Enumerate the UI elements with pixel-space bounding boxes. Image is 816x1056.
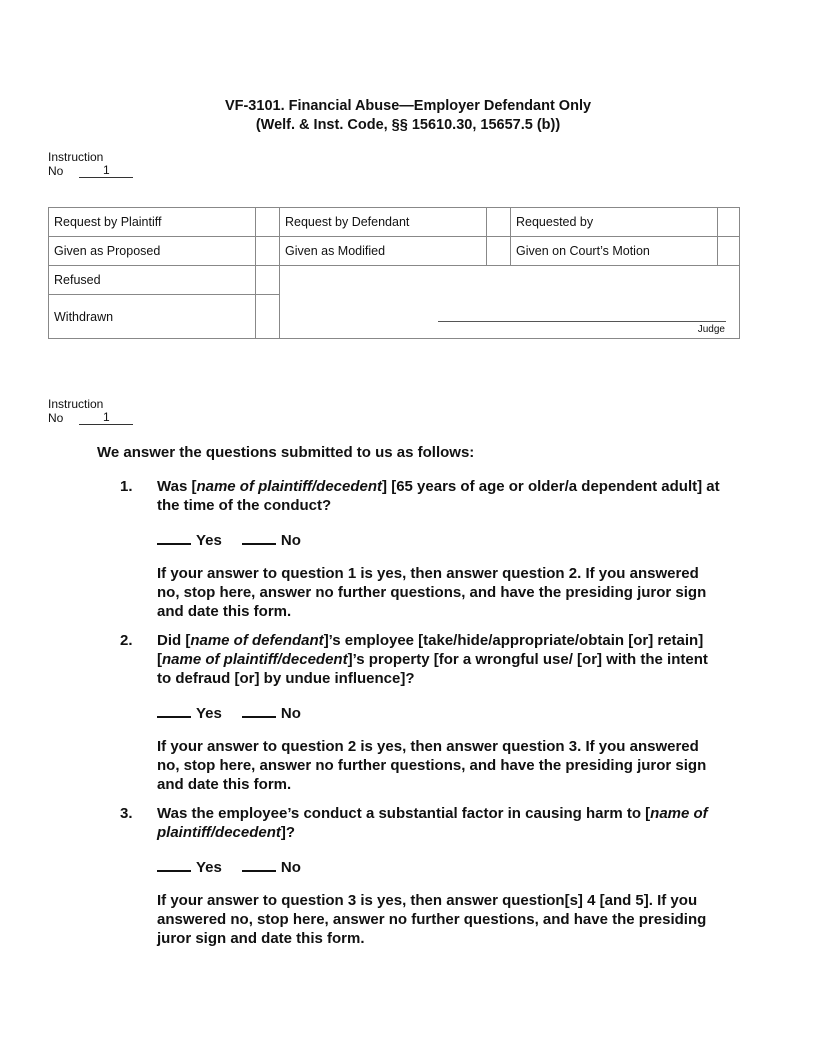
no-label: No [48,411,64,425]
checkbox-withdrawn[interactable] [256,295,280,339]
checkbox-given-as-modified[interactable] [487,237,511,266]
question-text: Did [name of defendant]’s employee [take/hide/appropriate/obtain [or] retain] [name of plaintiff/decedent]’s property [for a wrongful use/ [or] with the intent to defraud [or] by undue influence]? [157,632,708,687]
instruction-number-field[interactable]: 1 [79,411,133,425]
yes-label: Yes [196,532,222,549]
yes-blank[interactable] [157,856,191,872]
disposition-table [48,207,740,339]
cell-given-on-courts-motion: Given on Court’s Motion [511,237,718,266]
form-title [0,97,816,135]
checkbox-refused[interactable] [256,266,280,295]
yes-label: Yes [196,859,222,876]
no-label: No [48,164,64,178]
question-text: Was [name of plaintiff/decedent] [65 years of age or older/a dependent adult] at the time of the conduct? [157,478,720,514]
checkbox-given-on-courts-motion[interactable] [718,237,740,266]
no-label: No [280,705,301,722]
instruction-number-block [48,150,133,178]
title-line-2: (Welf. & Inst. Code, §§ 15610.30, 15657.5 (b)) [255,117,561,133]
cell-given-as-modified: Given as Modified [280,237,487,266]
instruction-number-field[interactable]: 1 [79,164,133,178]
yes-no-answer [157,856,720,877]
cell-refused: Refused [49,266,256,295]
cell-request-by-plaintiff: Request by Plaintiff [49,208,256,237]
yes-blank[interactable] [157,702,191,718]
cell-withdrawn: Withdrawn [49,295,256,339]
yes-blank[interactable] [157,529,191,545]
question-1 [120,477,720,621]
checkbox-requested-by[interactable] [718,208,740,237]
checkbox-request-by-plaintiff[interactable] [256,208,280,237]
checkbox-given-as-proposed[interactable] [256,237,280,266]
judge-signature-line[interactable] [438,321,726,322]
judge-label: Judge [697,324,725,335]
cell-given-as-proposed: Given as Proposed [49,237,256,266]
question-number: 3. [120,805,133,822]
no-label: No [280,532,301,549]
no-label: No [280,859,301,876]
checkbox-request-by-defendant[interactable] [487,208,511,237]
cell-request-by-defendant: Request by Defendant [280,208,487,237]
no-blank[interactable] [242,702,276,718]
instruction-label: Instruction [48,150,104,164]
instruction-number-block-2 [48,397,133,425]
question-number: 2. [120,632,133,649]
question-number: 1. [120,478,133,495]
title-line-1: VF-3101. Financial Abuse—Employer Defendant Only [224,98,592,114]
question-text: Was the employee’s conduct a substantial factor in causing harm to [name of plaintiff/decedent]? [157,805,708,841]
no-blank[interactable] [242,856,276,872]
question-3 [120,804,720,948]
instruction-label: Instruction [48,397,104,411]
question-instruction: If your answer to question 1 is yes, then answer question 2. If you answered no, stop here, answer no further questions, and have the presiding juror sign and date this form. [157,565,707,620]
judge-signature-area [280,266,740,339]
question-instruction: If your answer to question 3 is yes, then answer question[s] 4 [and 5]. If you answered no, stop here, answer no further questions, and have the presiding juror sign and date this form. [157,892,707,947]
yes-no-answer [157,529,720,550]
question-instruction: If your answer to question 2 is yes, then answer question 3. If you answered no, stop here, answer no further questions, and have the presiding juror sign and date this form. [157,738,707,793]
question-2 [120,631,720,794]
verdict-intro: We answer the questions submitted to us as follows: [97,444,475,461]
no-blank[interactable] [242,529,276,545]
yes-label: Yes [196,705,222,722]
yes-no-answer [157,702,720,723]
cell-requested-by: Requested by [511,208,718,237]
